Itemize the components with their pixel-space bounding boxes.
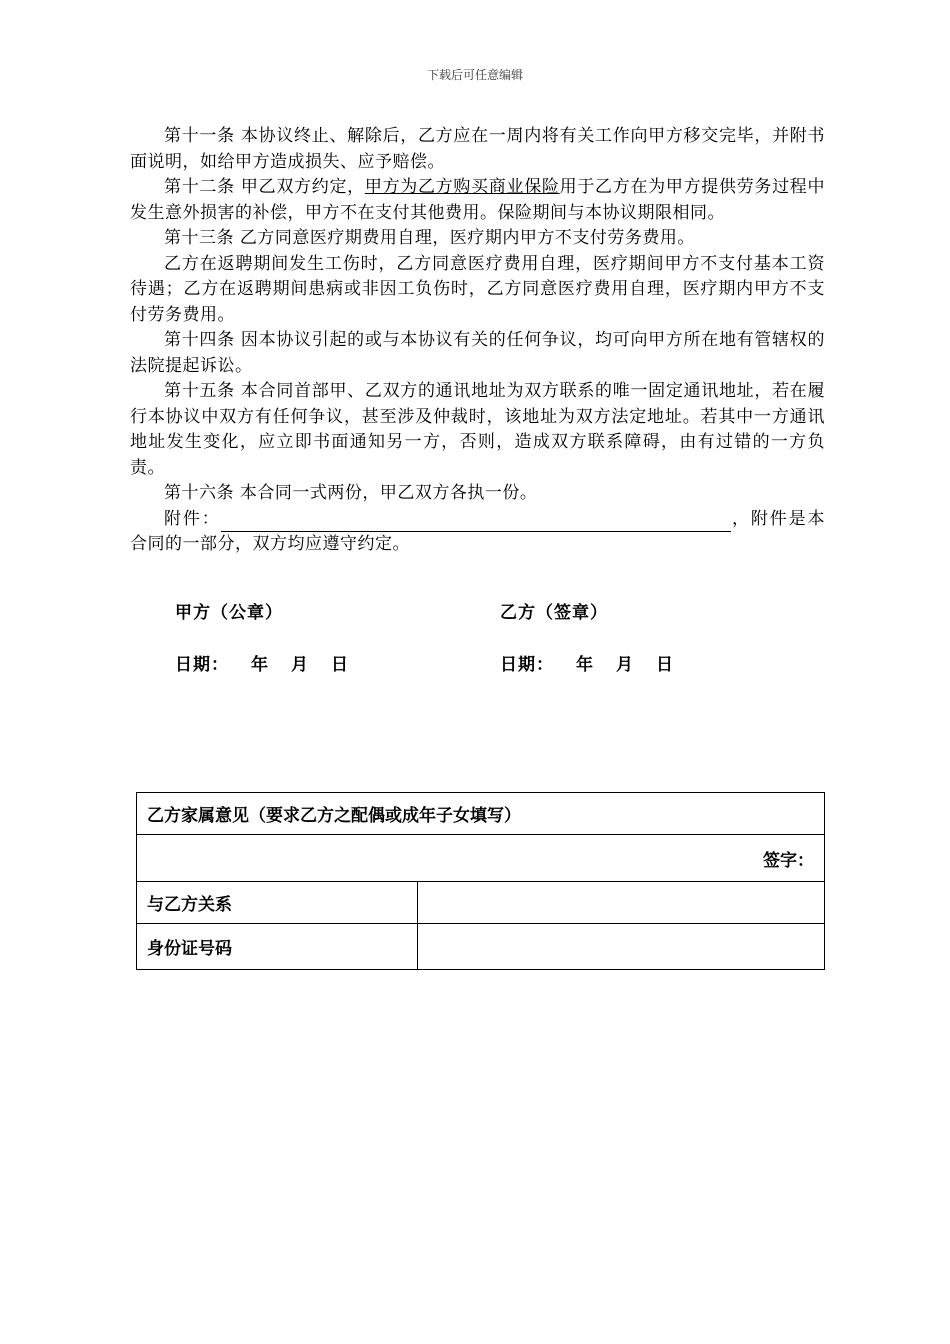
clause-12-rest: 用于乙方在为甲方提供劳务过程中发生意外损害的补偿，甲方不在支付其他费用。保险期间与本协议期限相同。 [130, 177, 826, 223]
page-header-note: 下载后可任意编辑 [426, 68, 523, 82]
date-day: 日 [656, 655, 674, 675]
party-a-date [175, 650, 349, 675]
party-a-seal: 甲方（公章） [175, 603, 283, 623]
family-opinion-table [136, 792, 825, 970]
date-month: 月 [616, 655, 634, 675]
attachment-clause [130, 507, 825, 558]
relation-value-cell[interactable] [418, 882, 825, 924]
date-label: 日期： [175, 655, 229, 675]
family-opinion-title: 乙方家属意见（要求乙方之配偶或成年子女填写） [137, 793, 825, 835]
date-year: 年 [576, 655, 594, 675]
clause-13: 第十三条 乙方同意医疗期费用自理，医疗期内甲方不支付劳务费用。 [164, 228, 695, 248]
date-year: 年 [251, 655, 269, 675]
attachment-label: 附件： [164, 508, 221, 529]
clause-14: 第十四条 因本协议引起的或与本协议有关的任何争议，均可向甲方所在地有管辖权的法院提起诉讼。 [130, 330, 825, 376]
clause-16: 第十六条 本合同一式两份，甲乙双方各执一份。 [164, 483, 538, 503]
relation-label: 与乙方关系 [137, 882, 418, 924]
attachment-tail: ，附件是本合同的一部分，双方均应遵守约定。 [130, 508, 825, 554]
attachment-blank-line[interactable] [221, 513, 731, 532]
id-number-value-cell[interactable] [418, 924, 825, 970]
clause-12 [130, 175, 825, 226]
party-b-seal: 乙方（签章） [500, 603, 608, 623]
clause-15: 第十五条 本合同首部甲、乙双方的通讯地址为双方联系的唯一固定通讯地址，若在履行本协议中双方有任何争议，甚至涉及仲裁时，该地址为双方法定地址。若其中一方通讯地址发生变化，应立即书面通知另一方，否则，造成双方联系障碍，由有过错的一方负责。 [130, 381, 825, 478]
family-sign-cell[interactable] [137, 835, 825, 882]
clause-11: 第十一条 本协议终止、解除后，乙方应在一周内将有关工作向甲方移交完毕，并附书面说明，如给甲方造成损失、应予赔偿。 [130, 126, 825, 172]
date-day: 日 [331, 655, 349, 675]
party-b-date [500, 650, 674, 675]
clause-12-underlined: 甲方为乙方购买商业保险 [364, 177, 560, 197]
date-label: 日期： [500, 655, 554, 675]
clause-13-extra: 乙方在返聘期间发生工伤时，乙方同意医疗费用自理，医疗期间甲方不支付基本工资待遇；乙方在返聘期间患病或非因工负伤时，乙方同意医疗费用自理，医疗期内甲方不支付劳务费用。 [130, 253, 825, 325]
family-sign-label: 签字： [763, 850, 814, 871]
contract-body [130, 124, 825, 558]
clause-12-lead: 第十二条 甲乙双方约定， [164, 177, 365, 197]
id-number-label: 身份证号码 [137, 924, 418, 970]
date-month: 月 [291, 655, 309, 675]
